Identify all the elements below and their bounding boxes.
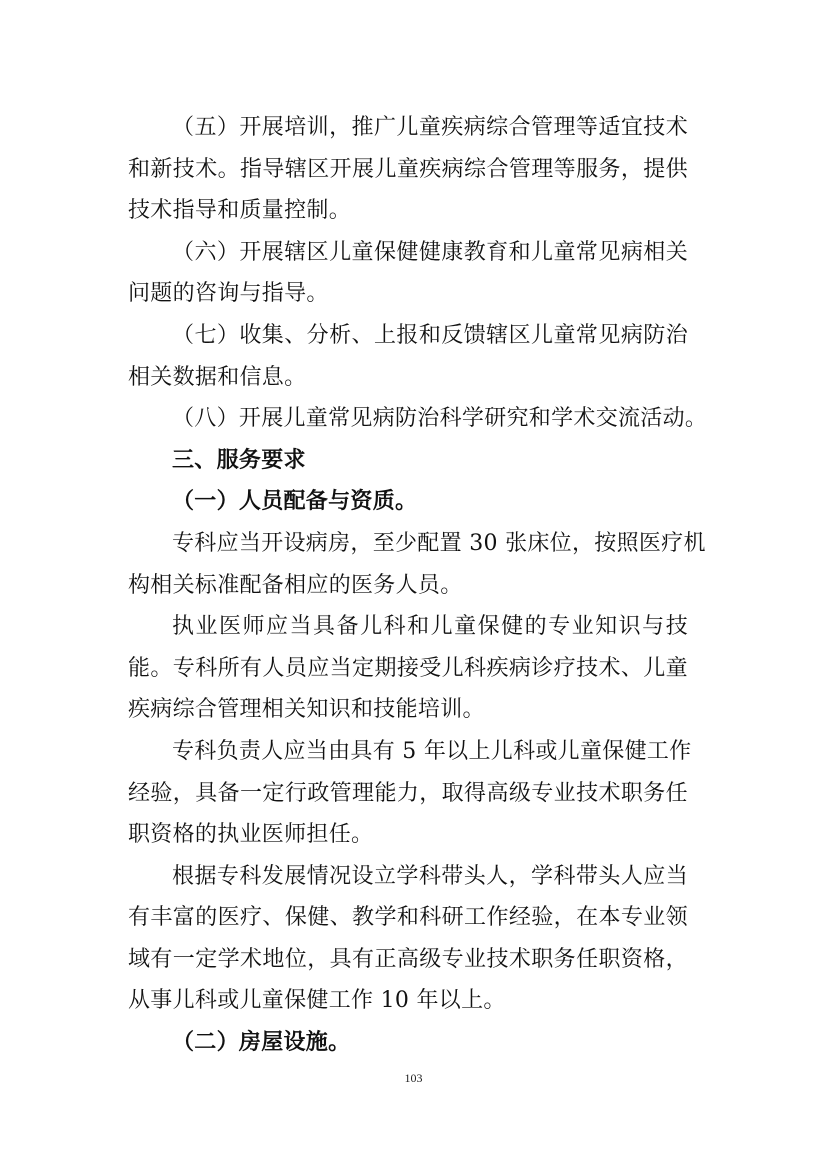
body-paragraph — [128, 107, 688, 232]
body-paragraph — [128, 731, 692, 856]
text-line: 执业医师应当具备儿科和儿童保健的专业知识与技 — [172, 614, 688, 640]
body-paragraph — [128, 606, 688, 731]
text-line: 疾病综合管理相关知识和技能培训。 — [128, 697, 485, 723]
text-line: （二）房屋设施。 — [172, 1029, 351, 1056]
text-line: 有丰富的医疗、保健、教学和科研工作经验，在本专业领 — [128, 905, 688, 931]
subsection-heading — [128, 1022, 688, 1064]
text-line: 经验，具备一定行政管理能力，取得高级专业技术职务任 — [128, 780, 688, 806]
text-line: 能。专科所有人员应当定期接受儿科疾病诊疗技术、儿童 — [128, 655, 688, 681]
page-number: 103 — [404, 1071, 423, 1085]
text-line: 构相关标准配备相应的医务人员。 — [128, 572, 463, 598]
text-line: （五）开展培训，推广儿童疾病综合管理等适宜技术 — [172, 115, 688, 140]
text-line: 从事儿科或儿童保健工作 10 年以上。 — [128, 988, 506, 1014]
text-line: 问题的咨询与指导。 — [128, 281, 329, 307]
text-line: 职资格的执业医师担任。 — [128, 822, 374, 848]
section-heading — [128, 440, 688, 482]
text-line: （一）人员配备与资质。 — [172, 488, 418, 515]
text-line: 专科应当开设病房，至少配置 30 张床位，按照医疗机 — [172, 530, 706, 556]
text-line: （七）收集、分析、上报和反馈辖区儿童常见病防治 — [172, 322, 688, 348]
text-line: 相关数据和信息。 — [128, 364, 307, 390]
text-line: （八）开展儿童常见病防治科学研究和学术交流活动。 — [172, 406, 708, 432]
text-line: 专科负责人应当由具有 5 年以上儿科或儿童保健工作 — [172, 738, 692, 764]
body-paragraph — [128, 398, 708, 440]
body-paragraph — [128, 315, 688, 398]
text-line: 三、服务要求 — [172, 446, 306, 473]
body-paragraph — [128, 856, 688, 1022]
text-line: （六）开展辖区儿童保健健康教育和儿童常见病相关 — [172, 239, 688, 265]
text-line: 域有一定学术地位，具有正高级专业技术职务任职资格， — [128, 946, 688, 972]
text-line: 根据专科发展情况设立学科带头人，学科带头人应当 — [172, 863, 688, 889]
body-paragraph — [128, 232, 688, 315]
text-line: 和新技术。指导辖区开展儿童疾病综合管理等服务，提供 — [128, 156, 688, 182]
text-line: 技术指导和质量控制。 — [128, 198, 352, 224]
subsection-heading — [128, 481, 688, 523]
document-body — [128, 107, 708, 1064]
body-paragraph — [128, 523, 706, 606]
